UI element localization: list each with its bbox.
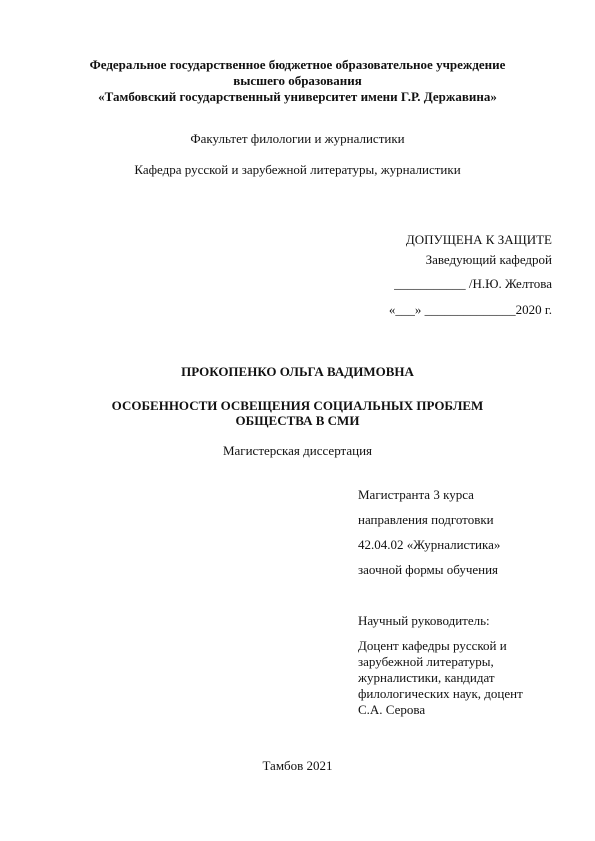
student-direction: 42.04.02 «Журналистика» [358,537,501,552]
author-name: ПРОКОПЕНКО ОЛЬГА ВАДИМОВНА [181,364,414,379]
institution-level: высшего образования [233,73,362,88]
city-year: Тамбов 2021 [262,758,333,773]
thesis-title-line1: ОСОБЕННОСТИ ОСВЕЩЕНИЯ СОЦИАЛЬНЫХ ПРОБЛЕМ [111,398,484,413]
department-name: Кафедра русской и зарубежной литературы, журналистики [134,162,461,177]
student-course: Магистранта 3 курса [358,487,474,502]
university-name: «Тамбовский государственный университет имени Г.Р. Державина» [98,89,497,104]
supervisor-line4: филологических наук, доцент [358,686,523,701]
approval-date: «___» ______________2020 г. [388,302,552,317]
supervisor-line1: Доцент кафедры русской и [358,638,507,653]
thesis-title-line2: ОБЩЕСТВА В СМИ [235,413,360,428]
work-type: Магистерская диссертация [222,443,373,458]
supervisor-line3: журналистики, кандидат [358,670,495,685]
institution-type: Федеральное государственное бюджетное образовательное учреждение [89,57,506,72]
student-direction-label: направления подготовки [358,512,494,527]
faculty-name: Факультет филологии и журналистики [190,131,405,146]
supervisor-name: С.А. Серова [358,702,426,717]
approval-signature: ___________ /Н.Ю. Желтова [394,276,552,291]
supervisor-label: Научный руководитель: [358,613,490,628]
supervisor-line2: зарубежной литературы, [358,654,494,669]
approval-title: ДОПУЩЕНА К ЗАЩИТЕ [405,232,552,247]
approval-position: Заведующий кафедрой [425,252,552,267]
student-study-form: заочной формы обучения [358,562,499,577]
